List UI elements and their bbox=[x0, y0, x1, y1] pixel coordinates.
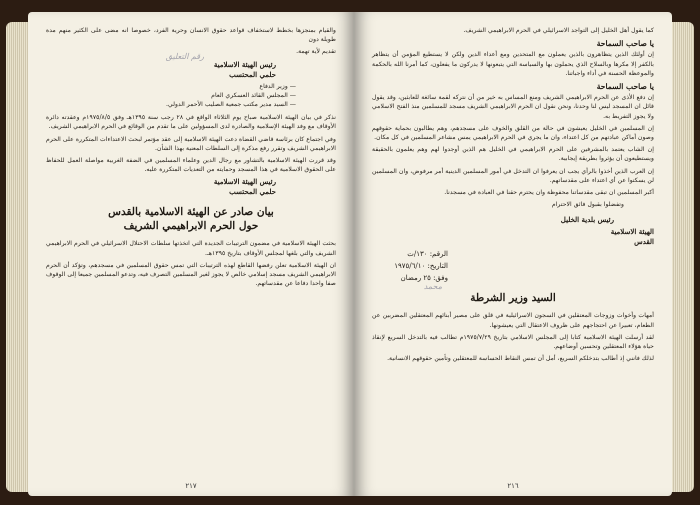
left-signature-block-2 bbox=[46, 177, 276, 197]
handwritten-annotation: رقم التعليق bbox=[165, 52, 204, 61]
left-body-para-3: وقد قررت الهيئة الاسلامية بالتشاور مع رجال الدين وعلماء المسلمين في الضفة الغربية مواصلة العمل للحفاظ على الحقوق الاسلامية في هذا المسجد وحمايته من التعديات المتكررة عليه. bbox=[46, 157, 336, 174]
cc-item: — السيد مدير مكتب جمعية الصليب الأحمر الدولي. bbox=[165, 101, 296, 109]
handwritten-annotation: محمد bbox=[423, 282, 442, 291]
cc-list bbox=[46, 82, 296, 110]
reference-block bbox=[372, 249, 454, 283]
signature-name: حلمي المحتسب bbox=[229, 69, 276, 79]
section3-title: السيد وزير الشرطة bbox=[470, 292, 556, 305]
right-page-content bbox=[372, 26, 654, 478]
statement-title bbox=[46, 205, 336, 233]
left-signature-block-1 bbox=[46, 60, 276, 80]
section2-para-2: إن المسلمين في الخليل يعيشون في حالة من القلق والخوف على مسجدهم، وهم يطالبون بحماية حقوقهم وصون أماكن عبادتهم من كل اعتداء، وان ما يجري في الحرم الابراهيمي يمس مشاعر المسلمين في كل مكان. bbox=[372, 124, 654, 142]
right-page bbox=[354, 12, 672, 496]
section-heading: يا صاحب السماحة bbox=[596, 39, 654, 49]
section3-para-1: أمهات وأخوات وزوجات المعتقلين في السجون الاسرائيلية في قلق على مصير أبنائهم المعتقلين المضربين عن الطعام، تعبيرا عن احتجاجهم على ظروف الاعتقال التي يعيشونها. bbox=[372, 312, 654, 329]
section3-para-3: لذلك فانني إذ أطالب بتدخلكم السريع، أمل أن تمس النقاط الحساسة للمعتقلين وتأمين حقوقهم الانسانية. bbox=[387, 355, 654, 363]
section1-para: إن أولئك الذين يتظاهرون بالذين يعملون مع المتحدين ومع أعداء الدين ولكن لا يستطيع المؤمن أن يتظاهر بالكفر إلا مكرها وبالسلاح الذي يحملون بها والسياسة التي يتبعونها لا يدركون ما يفعلون، كما أمرنا الله بالحكمة والموعظة الحسنة في أداء واجباتنا. bbox=[372, 51, 654, 77]
page-edges-right bbox=[670, 22, 694, 492]
mid-para-2: إن العرب الذين أخذوا بالرأي يجب ان يعرفوا ان التدخل في أمور المسلمين الدينية أمر مرفوض، وان المسلمين لن يسكتوا عن أي اعتداء على مقدساتهم. bbox=[372, 167, 654, 184]
recipient-block bbox=[372, 227, 654, 247]
section3-para-2: لقد أرسلت الهيئة الاسلامية كتابا إلى المجلس الاسلامي بتاريخ ١٩٧٥/٧/٢٩م تطالب فيه بالتدخل السريع لإنقاذ حياة هؤلاء المعتقلين وتحسين أوضاعهم. bbox=[372, 333, 654, 351]
statement-title-line-2: حول الحرم الابراهيمي الشريف bbox=[123, 220, 259, 233]
statement-title-line-1: بيان صادر عن الهيئة الاسلامية بالقدس bbox=[108, 206, 274, 219]
ref-date-hijri: وفق: ٢٥ رمضان bbox=[400, 274, 448, 283]
right-top-line: كما يقول أهل الخليل إلى التواجد الاسرائيلي في الحرم الابراهيمي الشريف. bbox=[463, 27, 654, 34]
left-page-content bbox=[46, 26, 336, 478]
left-body-para-2: وفي اجتماع كان برئاسة قاضي القضاة دعت الهيئة الاسلامية إلى عقد مؤتمر لبحث الاعتداءات المتكررة على الحرم الابراهيمي الشريف وتقرر رفع مذكرة إلى السلطات المعنية بهذا الشأن. bbox=[46, 135, 336, 152]
ref-date: التاريخ: ١٩٧٥/٦/١٠ bbox=[394, 262, 448, 271]
statement-para-1: بحثت الهيئة الاسلامية في مضمون الترتيبات الجديدة التي اتخذتها سلطات الاحتلال الاسرائيلي في الحرم الابراهيمي الشريف والتي بلغها لمجلس الأوقاف بتاريخ ١٣٩٥هـ. bbox=[46, 240, 336, 257]
signature-name: حلمي المحتسب bbox=[229, 187, 276, 197]
signature-title: رئيس الهيئة الاسلامية bbox=[213, 59, 276, 69]
open-book bbox=[6, 8, 694, 500]
left-top-para-1: والقيام بمنجزها بخطط لاستخفاف قواعد حقوق الانسان وحرية الفرد، خصوصا انه مضى على الكثير منهم مدة طويلة دون bbox=[46, 27, 336, 44]
mid-para-3: أكبر المسلمين ان تبقى مقدساتنا محفوظة وان يحترم حقنا في العبادة في مسجدنا. bbox=[444, 189, 654, 197]
left-top-para-2: تقديم لأية تهمة. bbox=[296, 48, 336, 56]
section2-para-1: إن دفع الأذى عن الحرم الابراهيمي الشريف ومنع المساس به خير من أن نتركه لقمة سائغة للعابثين، وقد يقول قائل ان المسجد ليس لنا وحدنا، ونحن نقول ان الحرم الابراهيمي الشريف مسجد للمسلمين منذ الفتح الاسلامي ولا يجوز التفريط به. bbox=[372, 94, 654, 120]
right-signature: رئيس بلدية الخليل bbox=[560, 215, 614, 225]
closing-line: وتفضلوا بقبول فائق الاحترام bbox=[551, 201, 624, 209]
recipient-line: الهيئة الاسلامية bbox=[610, 227, 654, 237]
mid-para-1: إن الشاب يعتمد بالمشرفين على الحرم الابراهيمي في الخليل هم الذين أوجدوا لهم وهم يعلمون بالحقيقة ويستطيعون أن يؤثروا بطريقة إيجابية. bbox=[372, 146, 654, 163]
left-page bbox=[28, 12, 354, 496]
page-number: ٢١٦ bbox=[507, 482, 519, 490]
left-body-para-1: نذكر في بيان الهيئة الاسلامية صباح يوم الثلاثاء الواقع في ٢٨ رجب سنة ١٣٩٥هـ وفق ١٩٧٥/٨/٥م وعقدته دائرة الأوقاف مع وفد الهيئة الإسلامية والصادرة لدى المسؤولين على ما تقدم من الوقائع في الحرم الابراهيمي الشريف. bbox=[46, 114, 336, 131]
section-heading: يا صاحب السماحة bbox=[596, 82, 654, 92]
page-number: ٢١٧ bbox=[185, 482, 197, 490]
page-edges-left bbox=[6, 22, 30, 492]
cc-item: — وزير الدفاع bbox=[259, 82, 296, 90]
ref-number: الرقم: ١٣٠/ت bbox=[407, 250, 448, 259]
cc-item: — المجلس القائد العسكري العام bbox=[211, 91, 296, 99]
recipient-line: القدس bbox=[634, 237, 654, 247]
signature-title: رئيس الهيئة الاسلامية bbox=[213, 177, 276, 187]
statement-para-2: ان الهيئة الاسلامية تعلن رفضها القاطع لهذه الترتيبات التي تمس حقوق المسلمين في مسجدهم، وتؤكد أن الحرم الابراهيمي الشريف مسجد إسلامي خالص لا يجوز لغير المسلمين التصرف فيه، وتدعو المسلمين جميعا إلى الوقوف صفا واحدا دفاعا عن مقدساتهم. bbox=[46, 261, 336, 288]
